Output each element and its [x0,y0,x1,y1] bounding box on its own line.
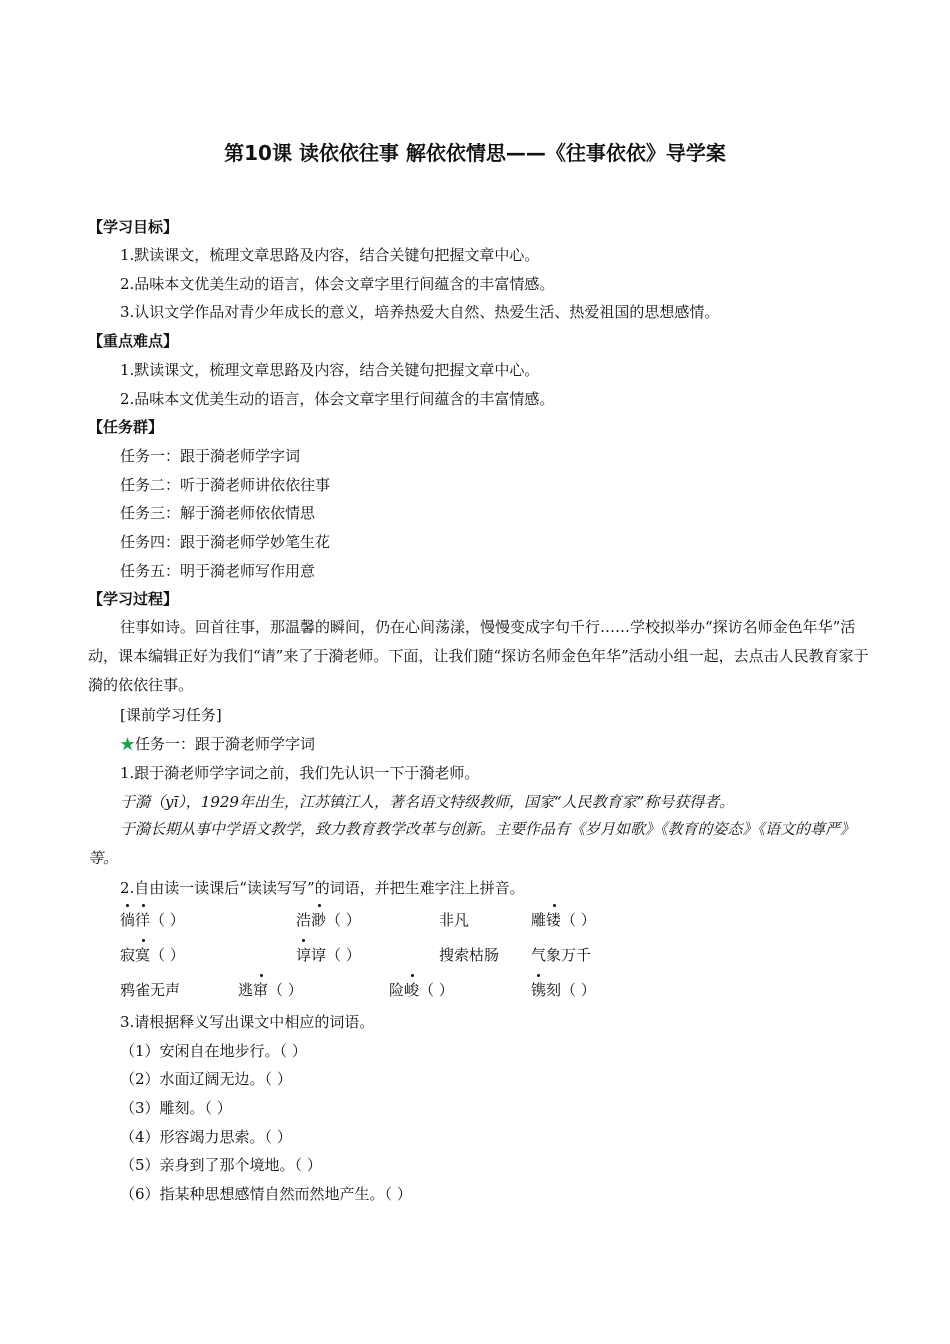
emphasis-dot [126,904,129,907]
word-item: 徜徉（ ） [120,911,185,929]
word-item: 谆谆（ ） [296,946,361,964]
question-3: 3.请根据释义写出课文中相应的词语。 [120,1013,375,1031]
task-item: 任务三：解于漪老师依依情思 [120,504,316,522]
emphasis-dot [142,904,145,907]
word-item: 寂寞（ ） [120,946,185,964]
heading-tasks: 【任务群】 [88,418,164,436]
question-1: 1.跟于漪老师学字词之前，我们先认识一下于漪老师。 [120,764,480,782]
bio-line-1: 于漪（yī），1929年出生，江苏镇江人，著名语文特级教师，国家“人民教育家”称号获得者。 [120,793,735,811]
definition-item: （6）指某种思想感情自然而然地产生。（ ） [120,1185,412,1203]
emphasis-dot [260,974,263,977]
task1-heading [120,734,315,754]
emphasis-dot [318,904,321,907]
task-item: 任务四：跟于漪老师学妙笔生花 [120,533,331,551]
document-title: 第10课 读依依往事 解依依情思——《往事依依》导学案 [224,141,726,165]
heading-key-points: 【重点难点】 [88,332,179,350]
emphasis-dot [302,939,305,942]
key-point-item: 2.品味本文优美生动的语言，体会文章字里行间蕴含的丰富情感。 [120,390,555,408]
intro-paragraph: 往事如诗。回首往事，那温馨的瞬间，仍在心间荡漾，慢慢变成字句千行……学校拟举办“探访名师金色年华”活动，课本编辑正好为我们“请”来了于漪老师。下面，让我们随“探访名师金色年华”活动小组一起，去点击人民教育家于漪的依依往事。 [88,618,869,694]
goal-item: 1.默读课文，梳理文章思路及内容，结合关键句把握文章中心。 [120,246,540,264]
goal-item: 3.认识文学作品对青少年成长的意义，培养热爱大自然、热爱生活、热爱祖国的思想感情。 [120,303,720,321]
key-point-item: 1.默读课文，梳理文章思路及内容，结合关键句把握文章中心。 [120,361,540,379]
heading-goals: 【学习目标】 [88,218,179,236]
word-item: 鸦雀无声 [120,981,181,999]
word-item: 搜索枯肠 [439,946,500,964]
emphasis-dot [142,939,145,942]
definition-item: （5）亲身到了那个境地。（ ） [120,1156,322,1174]
emphasis-dot [411,974,414,977]
definition-item: （2）水面辽阔无边。（ ） [120,1070,292,1088]
heading-process: 【学习过程】 [88,590,179,608]
word-item: 险峻（ ） [389,981,454,999]
emphasis-dot [553,904,556,907]
definition-item: （3）雕刻。（ ） [120,1099,232,1117]
word-item: 气象万千 [531,946,592,964]
question-2: 2.自由读一读课后“读读写写”的词语，并把生难字注上拼音。 [120,879,525,897]
definition-item: （1）安闲自在地步行。（ ） [120,1042,307,1060]
goal-item: 2.品味本文优美生动的语言，体会文章字里行间蕴含的丰富情感。 [120,275,555,293]
task-item: 任务一：跟于漪老师学字词 [120,447,301,465]
pre-class-task-label: [课前学习任务] [120,706,222,724]
task-item: 任务二：听于漪老师讲依依往事 [120,476,331,494]
definition-item: （4）形容竭力思索。（ ） [120,1128,292,1146]
star-icon: ★ [120,735,136,753]
task-item: 任务五：明于漪老师写作用意 [120,562,316,580]
word-item: 浩渺（ ） [296,911,361,929]
task1-label: 任务一：跟于漪老师学字词 [135,735,316,753]
emphasis-dot [537,974,540,977]
bio-line-2: 于漪长期从事中学语文教学，致力教育教学改革与创新。主要作品有《岁月如歌》《教育的姿态》《语文的尊严》等。 [88,820,856,867]
word-item: 雕镂（ ） [531,911,596,929]
word-item: 逃窜（ ） [238,981,303,999]
word-item: 镌刻（ ） [531,981,596,999]
word-item: 非凡 [439,911,470,929]
